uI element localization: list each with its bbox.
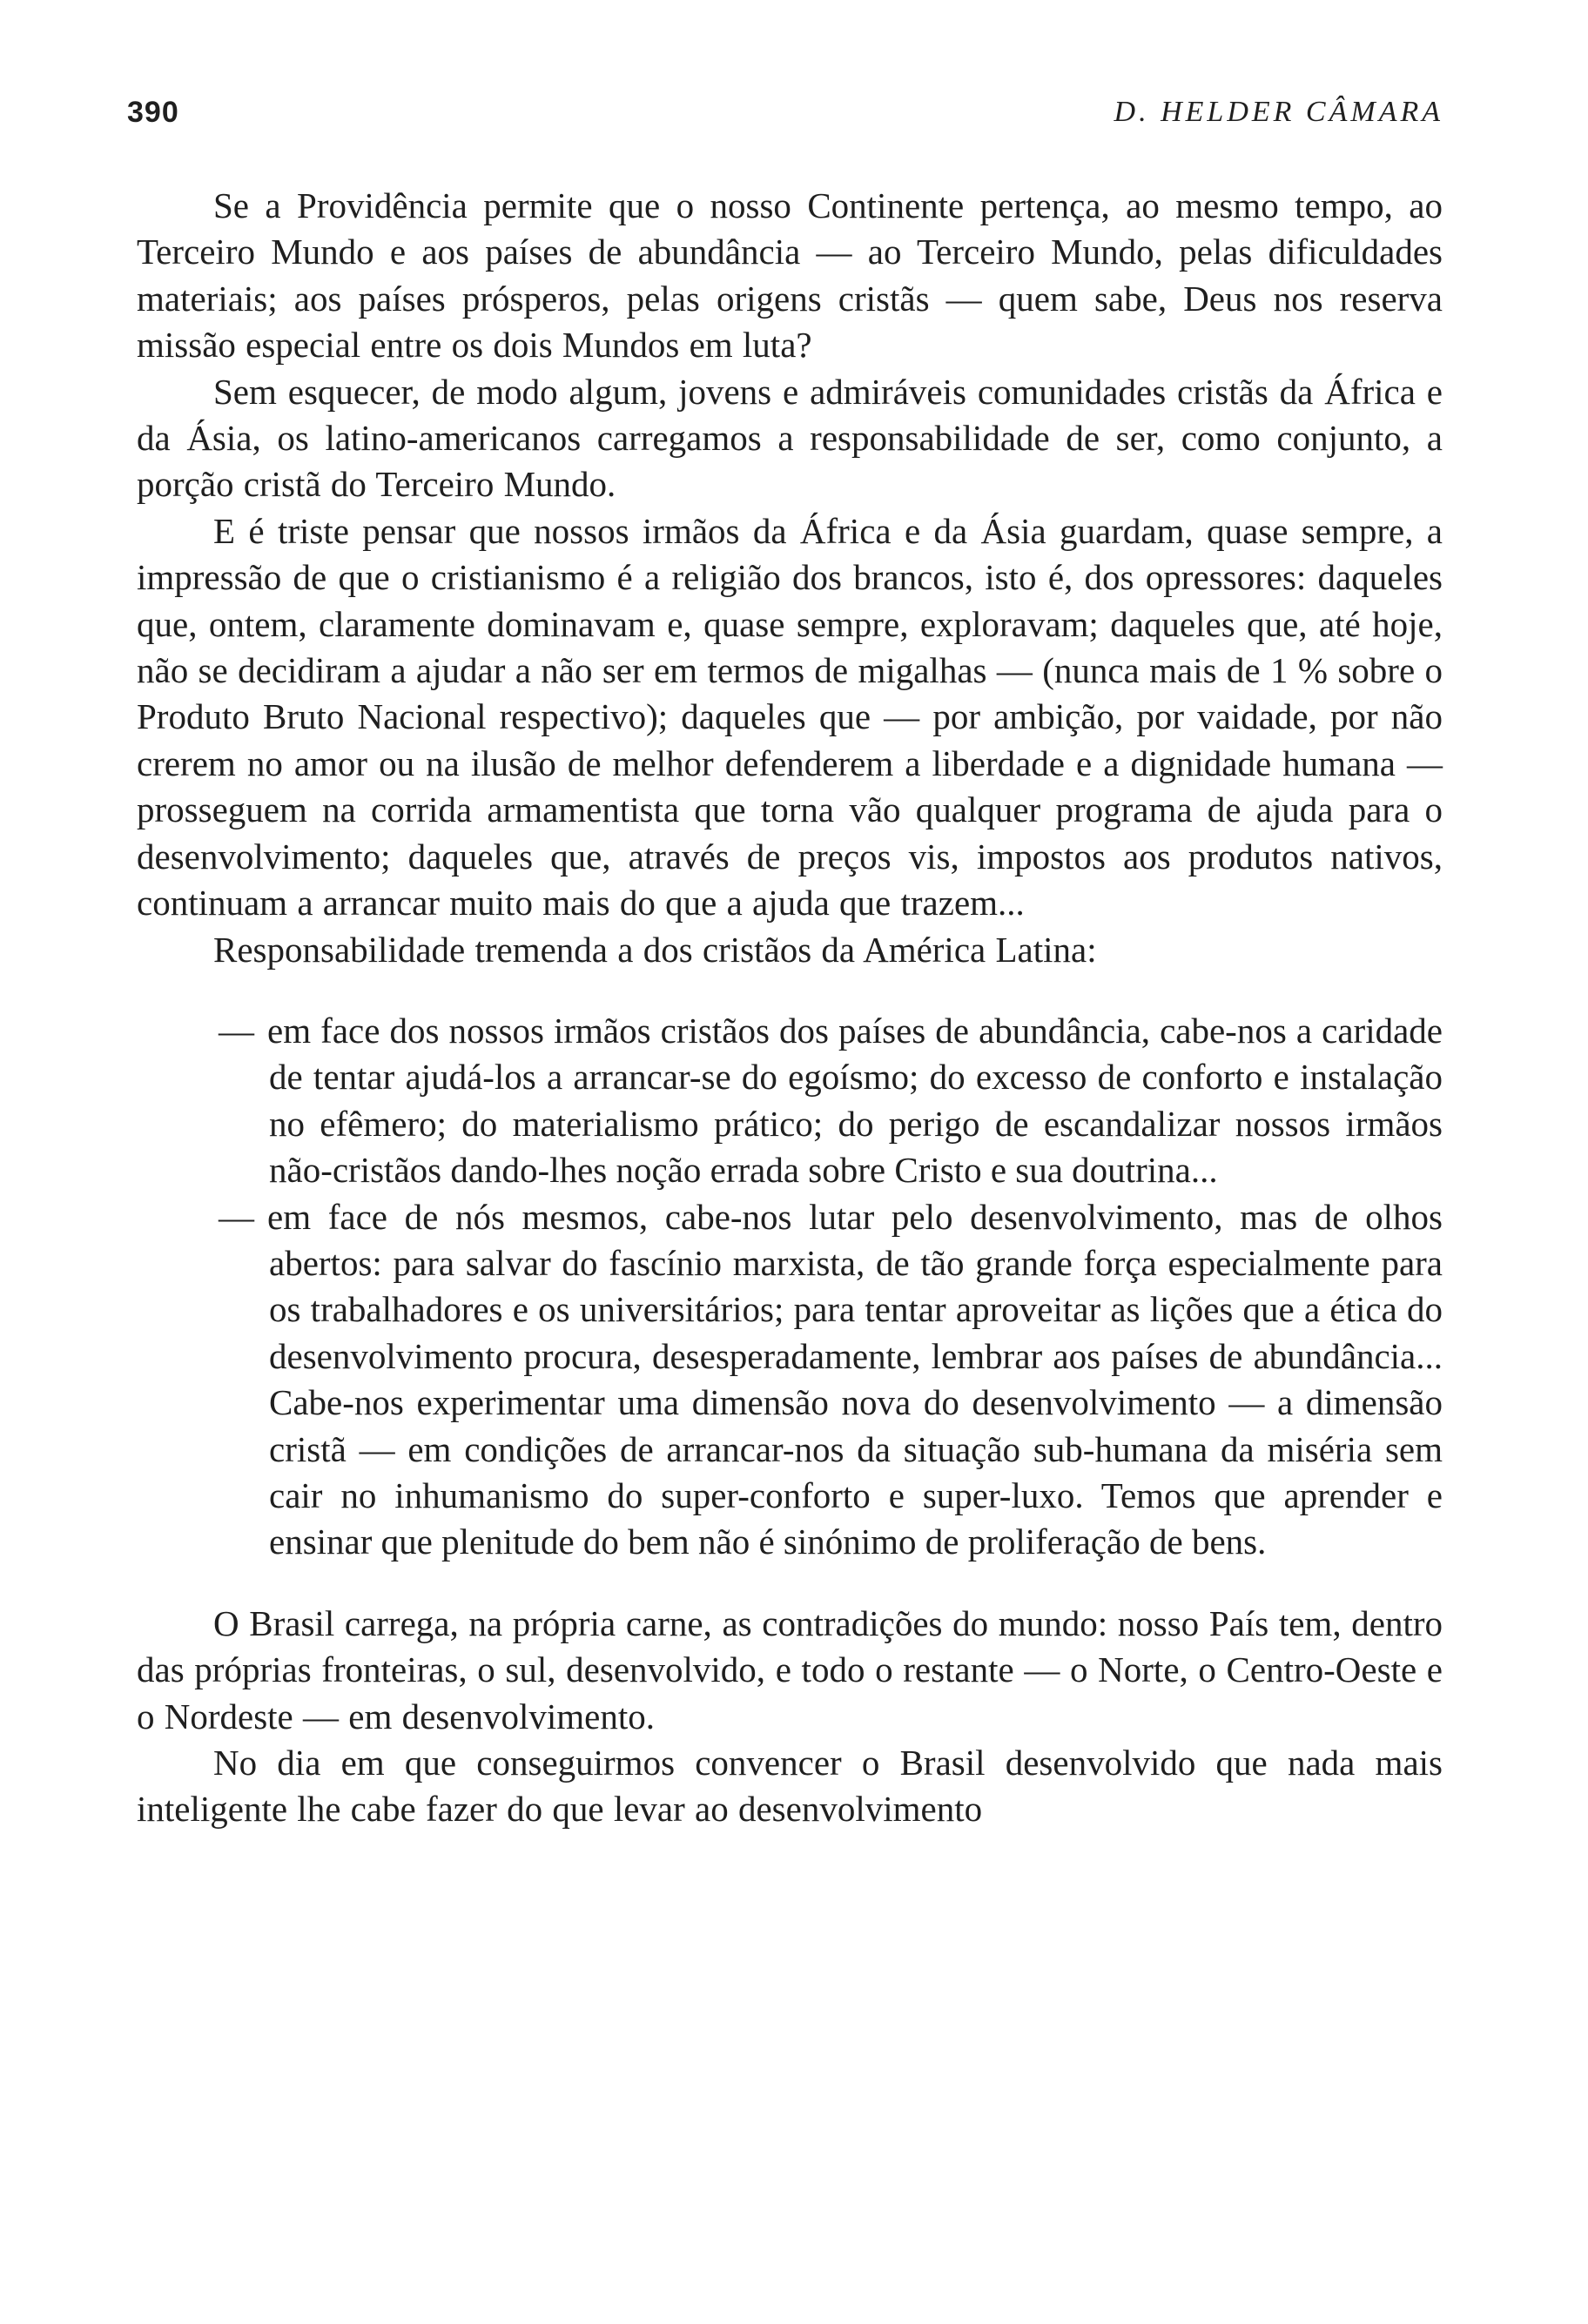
page-number: 390 [127, 96, 179, 129]
list-item [137, 1194, 1443, 1566]
list-item-text: em face dos nossos irmãos cristãos dos países de abundância, cabe-nos a caridade de tentar ajudá-los a arrancar-se do egoísmo; do excesso de conforto e instalação no efêmero; do materialismo prático; do perigo de escandalizar nossos irmãos não-cristãos dando-lhes noção errada sobre Cristo e sua doutrina... [267, 1010, 1443, 1191]
page-header [127, 92, 1443, 136]
paragraph: Responsabilidade tremenda a dos cristãos da América Latina: [213, 929, 1097, 970]
paragraph: E é triste pensar que nossos irmãos da África e da Ásia guardam, quase sempre, a impressão de que o cristianismo é a religião dos brancos, isto é, dos opressores: daqueles que, ontem, claramente dominavam e, quase sempre, exploravam; daqueles que, até hoje, não se decidiram a ajudar a não ser em termos de migalhas — (nunca mais de 1 % sobre o Produto Bruto Nacional respectivo); daqueles que — por ambição, por vaidade, por não crerem no amor ou na ilusão de melhor defenderem a liberdade e a dignidade humana — prosseguem na corrida armamentista que torna vão qualquer programa de ajuda para o desenvolvimento; daqueles que, através de preços vis, impostos aos produtos nativos, continuam a arrancar muito mais do que a ajuda que trazem... [137, 510, 1443, 924]
section-gap [137, 1566, 1443, 1601]
list-item [137, 1008, 1443, 1194]
paragraph: Se a Providência permite que o nosso Continente pertença, ao mesmo tempo, ao Terceiro Mundo e aos países de abundância — ao Terceiro Mundo, pelas dificuldades materiais; aos países prósperos, pelas origens cristãs — quem sabe, Deus nos reserva missão especial entre os dois Mundos em luta? [137, 185, 1443, 366]
dash-list [137, 1008, 1443, 1566]
page-body [137, 183, 1443, 1833]
list-dash: — [219, 1196, 254, 1237]
paragraph: Sem esquecer, de modo algum, jovens e admiráveis comunidades cristãs da África e da Ásia, os latino-americanos carregamos a responsabilidade de ser, como conjunto, a porção cristã do Terceiro Mundo. [137, 371, 1443, 505]
paragraph: No dia em que conseguirmos convencer o Brasil desenvolvido que nada mais inteligente lhe cabe fazer do que levar ao desenvolvimento [137, 1743, 1443, 1830]
running-head: D. HELDER CÂMARA [1114, 96, 1443, 128]
paragraph: O Brasil carrega, na própria carne, as contradições do mundo: nosso País tem, dentro das próprias fronteiras, o sul, desenvolvido, e todo o restante — o Norte, o Centro-Oeste e o Nordeste — em desenvolvimento. [137, 1602, 1443, 1736]
list-dash: — [219, 1010, 254, 1051]
list-item-text: em face de nós mesmos, cabe-nos lutar pelo desenvolvimento, mas de olhos abertos: para salvar do fascínio marxista, de tão grande força especialmente para os trabalhadores e os universitários; para tentar aproveitar as lições que a ética do desenvolvimento procura, desesperadamente, lembrar aos países de abundância... Cabe-nos experimentar uma dimensão nova do desenvolvimento — a dimensão cristã — em condições de arrancar-nos da situação sub-humana da miséria sem cair no inhumanismo do super-conforto e super-luxo. Temos que aprender e ensinar que plenitude do bem não é sinónimo de proliferação de bens. [267, 1196, 1443, 1562]
